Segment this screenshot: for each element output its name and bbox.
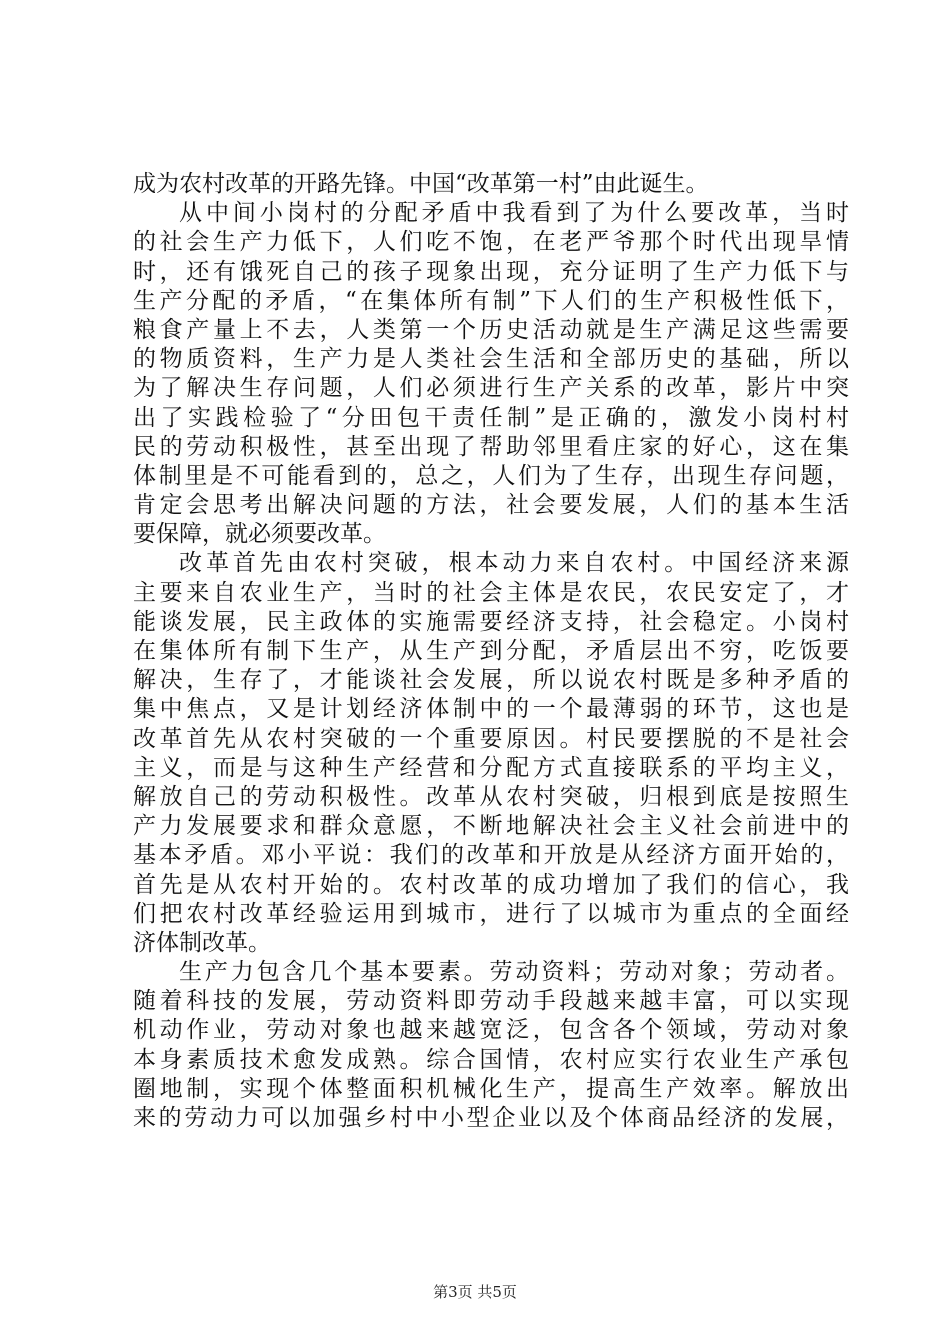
text-line: 要保障，就必须要改革。 (133, 521, 386, 548)
text-line: 们把农村改革经验运用到城市，进行了以城市为重点的全面经 (133, 900, 849, 927)
text-line: 主要来自农业生产，当时的社会主体是农民，农民安定了，才 (133, 579, 849, 606)
text-line: 本身素质技术愈发成熟。综合国情，农村应实行农业生产承包 (133, 1046, 849, 1073)
text-line: 生产力包含几个基本要素。劳动资料；劳动对象；劳动者。 (179, 959, 849, 986)
text-line: 基本矛盾。邓小平说：我们的改革和开放是从经济方面开始的， (133, 842, 849, 869)
text-line: 圈地制，实现个体整面积机械化生产，提高生产效率。解放出 (133, 1075, 849, 1102)
document-body (133, 170, 849, 1133)
text-line: 解放自己的劳动积极性。改革从农村突破，归根到底是按照生 (133, 783, 849, 810)
text-line: 改革首先从农村突破的一个重要原因。村民要摆脱的不是社会 (133, 725, 849, 752)
text-line: 为了解决生存问题，人们必须进行生产关系的改革，影片中突 (133, 375, 849, 402)
text-line: 从中间小岗村的分配矛盾中我看到了为什么要改革，当时 (179, 200, 849, 227)
text-line: 民的劳动积极性，甚至出现了帮助邻里看庄家的好心，这在集 (133, 433, 849, 460)
text-line: 生产分配的矛盾，“在集体所有制”下人们的生产积极性低下， (133, 287, 849, 314)
text-line: 体制里是不可能看到的，总之，人们为了生存，出现生存问题， (133, 462, 849, 489)
text-line: 济体制改革。 (133, 929, 271, 956)
text-line: 随着科技的发展，劳动资料即劳动手段越来越丰富，可以实现 (133, 988, 849, 1015)
text-line: 解决，生存了，才能谈社会发展，所以说农村既是多种矛盾的 (133, 667, 849, 694)
text-line: 成为农村改革的开路先锋。中国“改革第一村”由此诞生。 (133, 171, 709, 197)
text-line: 肯定会思考出解决问题的方法，社会要发展，人们的基本生活 (133, 492, 849, 519)
text-line: 粮食产量上不去，人类第一个历史活动就是生产满足这些需要 (133, 316, 849, 343)
text-line: 集中焦点，又是计划经济体制中的一个最薄弱的环节，这也是 (133, 696, 849, 723)
text-line: 在集体所有制下生产，从生产到分配，矛盾层出不穷，吃饭要 (133, 638, 849, 664)
text-line: 出了实践检验了“分田包干责任制”是正确的，激发小岗村村 (133, 404, 849, 431)
text-line: 的社会生产力低下，人们吃不饱，在老严爷那个时代出现旱情 (133, 229, 849, 256)
text-line: 时，还有饿死自己的孩子现象出现，充分证明了生产力低下与 (133, 258, 849, 285)
text-line: 主义，而是与这种生产经营和分配方式直接联系的平均主义， (133, 754, 849, 781)
text-line: 产力发展要求和群众意愿，不断地解决社会主义社会前进中的 (133, 813, 849, 840)
page-footer: 第3页 共5页 (433, 1283, 517, 1301)
text-line: 机动作业，劳动对象也越来越宽泛，包含各个领域，劳动对象 (133, 1017, 849, 1044)
text-line: 来的劳动力可以加强乡村中小型企业以及个体商品经济的发展， (133, 1105, 849, 1131)
text-line: 改革首先由农村突破，根本动力来自农村。中国经济来源 (179, 550, 849, 577)
text-line: 能谈发展，民主政体的实施需要经济支持，社会稳定。小岗村 (133, 608, 849, 635)
text-line: 首先是从农村开始的。农村改革的成功增加了我们的信心，我 (133, 871, 849, 898)
text-line: 的物质资料，生产力是人类社会生活和全部历史的基础，所以 (133, 346, 849, 373)
